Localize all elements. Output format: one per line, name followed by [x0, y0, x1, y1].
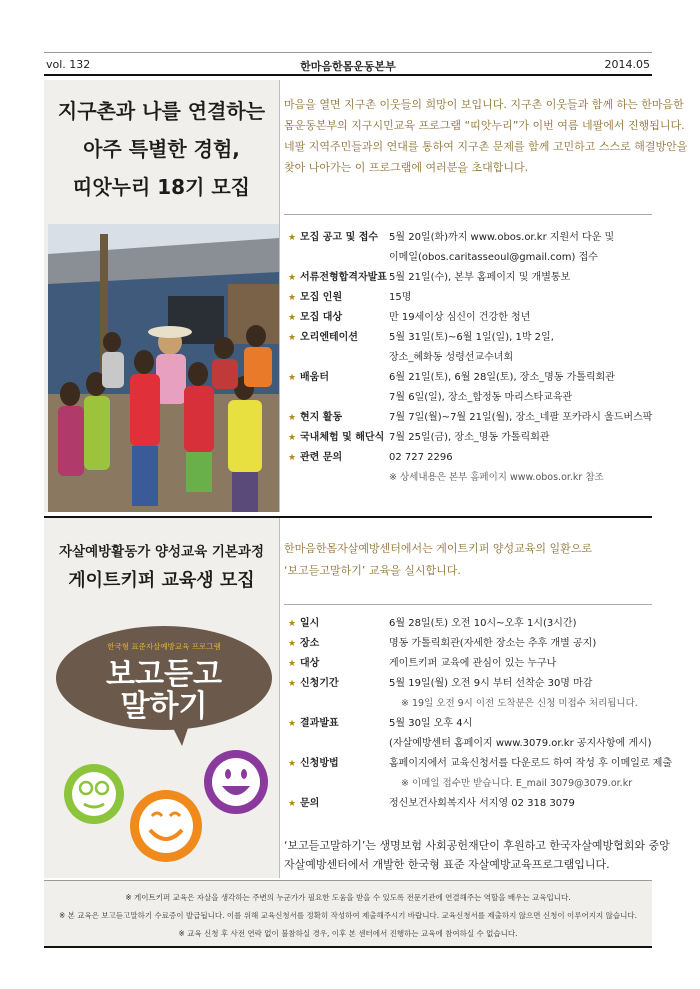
intro-line: 네팔 지역주민들과의 연대를 통하여 지구촌 문제를 함께 고민하고 스스로 해결방안을 — [284, 140, 688, 153]
detail-row — [284, 714, 652, 734]
detail-row — [284, 774, 652, 794]
detail-label: 오리엔테이션 — [300, 332, 358, 343]
detail-row — [284, 794, 652, 814]
detail-value: 5월 19일(월) 오전 9시 부터 선착순 30명 마감 — [389, 678, 593, 689]
detail-value: 정신보건사회복지사 서지영 02 318 3079 — [389, 798, 575, 809]
detail-row — [284, 308, 652, 328]
detail-value: 7월 25일(금), 장소_명동 가톨릭회관 — [389, 432, 550, 443]
detail-label: 신청방법 — [300, 758, 339, 769]
detail-note: ※ 상세내용은 본부 홈페이지 www.obos.or.kr 참조 — [389, 472, 604, 483]
detail-label: 대상 — [300, 658, 320, 669]
detail-row — [284, 288, 652, 308]
detail-label: 배움터 — [300, 372, 329, 383]
green-face-icon — [64, 764, 124, 824]
detail-row — [284, 408, 652, 428]
column-divider — [279, 518, 280, 878]
column-divider — [279, 80, 280, 512]
star-icon: ★ — [288, 639, 297, 649]
star-icon: ★ — [288, 799, 297, 809]
title-line: 띠앗누리 18기 모집 — [73, 175, 250, 199]
gatekeeper-outro — [284, 836, 670, 874]
logo-line1: 보고듣고 — [106, 657, 222, 692]
star-icon: ★ — [288, 373, 297, 383]
detail-row — [284, 734, 652, 754]
detail-row — [284, 694, 652, 714]
detail-value: 명동 가톨릭회관(자세한 장소는 추후 개별 공지) — [389, 638, 597, 649]
page-header — [44, 52, 652, 76]
detail-label: 서류전형합격자발표 — [300, 272, 387, 283]
star-icon: ★ — [288, 333, 297, 343]
detail-value: 만 19세이상 심신이 건강한 청년 — [389, 312, 531, 323]
star-icon: ★ — [288, 759, 297, 769]
volume-number: vol. 132 — [46, 58, 91, 71]
detail-value: 7월 7일(월)~7월 21일(월), 장소_네팔 포카라시 울드버스팍 — [389, 412, 653, 423]
detail-value: 5월 20일(화)까지 www.obos.or.kr 지원서 다운 및 — [389, 232, 615, 243]
tiatnuri-intro — [284, 94, 688, 178]
footer-note: ※ 교육 신청 후 사전 연락 없이 불참하실 경우, 이후 본 센터에서 진행하는 교육에 참여하실 수 없습니다. — [178, 929, 518, 938]
detail-value: (자살예방센터 홈페이지 www.3079.or.kr 공지사항에 게시) — [389, 738, 652, 749]
footer-note: ※ 게이트키퍼 교육은 자살을 생각하는 주변의 누군가가 필요한 도움을 받을 수 있도록 전문기관에 연결해주는 역할을 배우는 교육입니다. — [125, 893, 571, 902]
star-icon: ★ — [288, 453, 297, 463]
title-line: 아주 특별한 경험, — [83, 137, 240, 161]
detail-label: 모집 공고 및 접수 — [300, 232, 379, 243]
detail-row — [284, 248, 652, 268]
footer-note: ※ 본 교육은 보고듣고말하기 수료증이 발급됩니다. 이를 위해 교육신청서를 정확히 작성하여 제출해주시기 바랍니다. 교육신청서를 제출하지 않으면 신청이 이루어지지 않습니다. — [59, 911, 637, 920]
detail-row — [284, 634, 652, 654]
outro-line: 자살예방센터에서 개발한 한국형 표준 자살예방교육프로그램입니다. — [284, 858, 610, 871]
detail-label: 신청기간 — [300, 678, 339, 689]
detail-value: 7월 6일(일), 장소_합정동 마리스타교육관 — [389, 392, 573, 403]
detail-label: 결과발표 — [300, 718, 339, 729]
detail-value: 이메일(obos.caritasseoul@gmail.com) 접수 — [389, 252, 598, 263]
detail-label: 국내체험 및 해단식 — [300, 432, 385, 443]
star-icon: ★ — [288, 293, 297, 303]
gatekeeper-title — [44, 540, 279, 598]
detail-row — [284, 388, 652, 408]
detail-row — [284, 228, 652, 248]
detail-label: 현지 활동 — [300, 412, 343, 423]
issue-date: 2014.05 — [604, 58, 650, 71]
intro-line: 마음을 열면 지구촌 이웃들의 희망이 보입니다. 지구촌 이웃들과 함께 하는 한마음한 — [284, 98, 684, 111]
gatekeeper-intro — [284, 538, 650, 582]
gatekeeper-details — [284, 614, 673, 814]
gatekeeper-main-title: 게이트키퍼 교육생 모집 — [68, 570, 255, 591]
gatekeeper-section — [44, 516, 673, 878]
tiatnuri-title — [44, 92, 279, 206]
title-line: 지구촌과 나를 연결하는 — [57, 99, 266, 123]
detail-value: 홈페이지에서 교육신청서를 다운로드 하여 작성 후 이메일로 제출 — [389, 758, 673, 769]
star-icon: ★ — [288, 273, 297, 283]
bogodeutgo-logo — [50, 622, 278, 880]
star-icon: ★ — [288, 313, 297, 323]
star-icon: ★ — [288, 233, 297, 243]
detail-row — [284, 348, 652, 368]
detail-row — [284, 368, 652, 388]
star-icon: ★ — [288, 433, 297, 443]
detail-row — [284, 468, 652, 488]
footer-notes — [44, 880, 652, 948]
detail-value: 5월 30일 오후 4시 — [389, 718, 473, 729]
detail-note: ※ 19일 오전 9시 이전 도착분은 신청 미접수 처리됩니다. — [401, 698, 638, 709]
orange-face-icon — [130, 790, 202, 862]
detail-value: 5월 31일(토)~6월 1일(일), 1박 2일, — [389, 332, 554, 343]
children-photo-illustration — [48, 224, 279, 512]
detail-row — [284, 754, 673, 774]
intro-line: 찾아 나아가는 이 프로그램에 여러분을 초대합니다. — [284, 161, 529, 174]
tiatnuri-details — [284, 228, 652, 488]
children-photo — [48, 224, 279, 512]
detail-row — [284, 448, 652, 468]
star-icon: ★ — [288, 413, 297, 423]
logo-line2: 말하기 — [120, 689, 208, 724]
detail-row — [284, 654, 652, 674]
detail-label: 모집 인원 — [300, 292, 343, 303]
logo-caption: 한국형 표준자살예방교육 프로그램 — [107, 642, 221, 651]
detail-row — [284, 268, 652, 288]
tiatnuri-left-panel — [44, 80, 279, 512]
detail-value: 5월 21일(수), 본부 홈페이지 및 개별통보 — [389, 272, 571, 283]
publisher-name: 한마음한몸운동본부 — [300, 60, 396, 73]
tiatnuri-section — [44, 80, 688, 512]
detail-label: 장소 — [300, 638, 320, 649]
star-icon: ★ — [288, 679, 297, 689]
detail-note: ※ 이메일 접수만 받습니다. E_mail 3079@3079.or.kr — [401, 778, 633, 789]
detail-row — [284, 428, 652, 448]
intro-line: 몸운동본부의 지구시민교육 프로그램 “띠앗누리”가 이번 여름 네팔에서 진행됩니다. — [284, 119, 685, 132]
purple-face-icon — [204, 750, 268, 814]
detail-label: 모집 대상 — [300, 312, 343, 323]
intro-line: 한마음한몸자살예방센터에서는 게이트키퍼 양성교육의 일환으로 — [284, 542, 593, 555]
detail-row — [284, 328, 652, 348]
detail-row — [284, 674, 652, 694]
detail-label: 관련 문의 — [300, 452, 343, 463]
detail-value: 15명 — [389, 292, 412, 303]
detail-row — [284, 614, 652, 634]
star-icon: ★ — [288, 659, 297, 669]
section-rule — [284, 214, 652, 215]
bogodeutgo-logo-graphic — [50, 622, 278, 880]
detail-value: 02 727 2296 — [389, 452, 453, 463]
detail-value: 게이트키퍼 교육에 관심이 있는 누구나 — [389, 658, 557, 669]
intro-line: ‘보고듣고말하기’ 교육을 실시합니다. — [284, 564, 461, 577]
detail-label: 문의 — [300, 798, 320, 809]
gatekeeper-subtitle: 자살예방활동가 양성교육 기본과정 — [58, 544, 264, 560]
detail-value: 6월 28일(토) 오전 10시~오후 1시(3시간) — [389, 618, 577, 629]
star-icon: ★ — [288, 719, 297, 729]
detail-value: 6월 21일(토), 6월 28일(토), 장소_명동 가톨릭회관 — [389, 372, 615, 383]
star-icon: ★ — [288, 619, 297, 629]
detail-label: 일시 — [300, 618, 320, 629]
detail-value: 장소_혜화동 성령선교수녀회 — [389, 352, 514, 363]
outro-line: ‘보고듣고말하기’는 생명보험 사회공헌재단이 후원하고 한국자살예방협회와 중앙 — [284, 839, 670, 852]
gatekeeper-left-panel — [44, 518, 279, 878]
section-rule — [284, 604, 652, 605]
